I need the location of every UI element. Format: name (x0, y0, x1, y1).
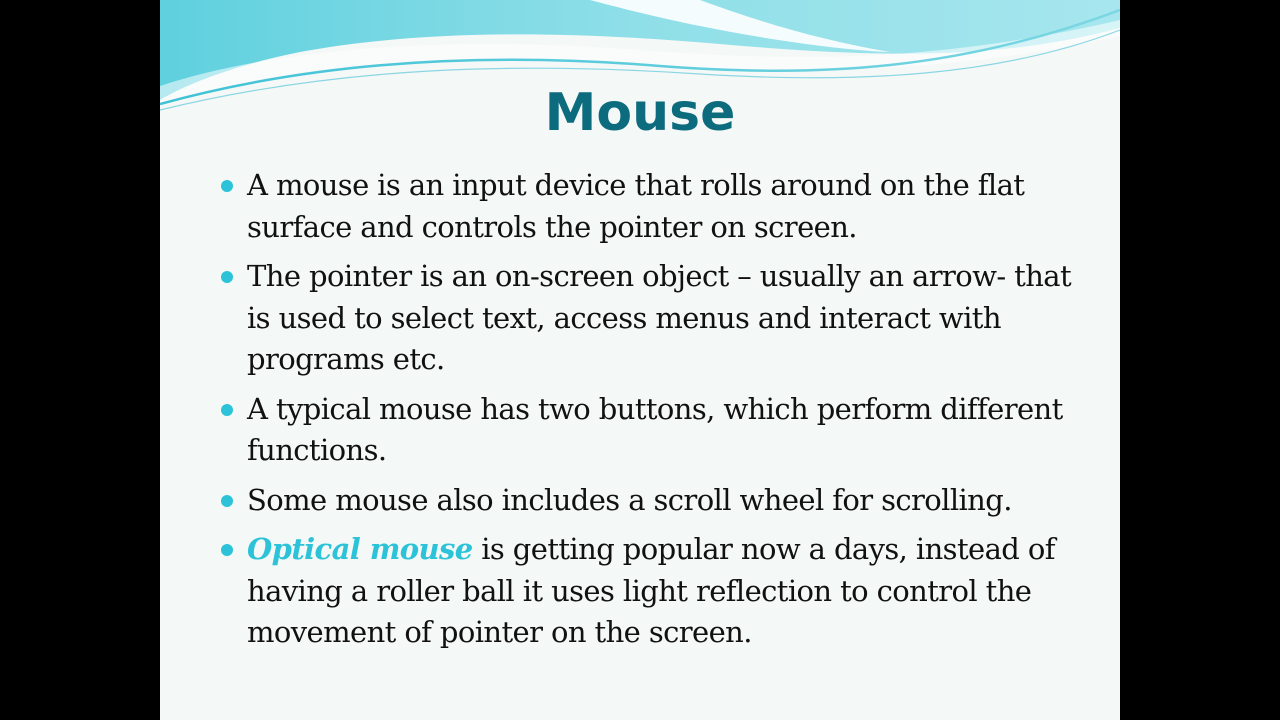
presentation-slide (160, 0, 1120, 720)
bullet-text: A mouse is an input device that rolls around on the flat surface and controls the pointer on screen. (247, 168, 1025, 244)
bullet-dot-icon (221, 404, 233, 416)
slide-title: Mouse (544, 83, 736, 143)
bullet-item (218, 480, 1078, 522)
bullet-dot-icon (221, 180, 233, 192)
bullet-dot-icon (221, 544, 233, 556)
bullet-text: Some mouse also includes a scroll wheel for scrolling. (247, 482, 1012, 517)
bullet-text: A typical mouse has two buttons, which perform different functions. (247, 391, 1063, 467)
bullet-dot-icon (221, 495, 233, 507)
bullet-item (218, 165, 1078, 248)
bullet-list (218, 165, 1078, 662)
bullet-text: The pointer is an on-screen object – usually an arrow- that is used to select text, access menus and interact with programs etc. (247, 259, 1072, 376)
bullet-item (218, 256, 1078, 381)
optical-mouse-highlight: Optical mouse (247, 532, 473, 566)
bullet-dot-icon (221, 271, 233, 283)
bullet-text: is getting popular now a days, instead of having a roller ball it uses light reflection to control the movement of pointer on the screen. (247, 532, 1055, 649)
bullet-item (218, 529, 1078, 654)
bullet-item (218, 389, 1078, 472)
